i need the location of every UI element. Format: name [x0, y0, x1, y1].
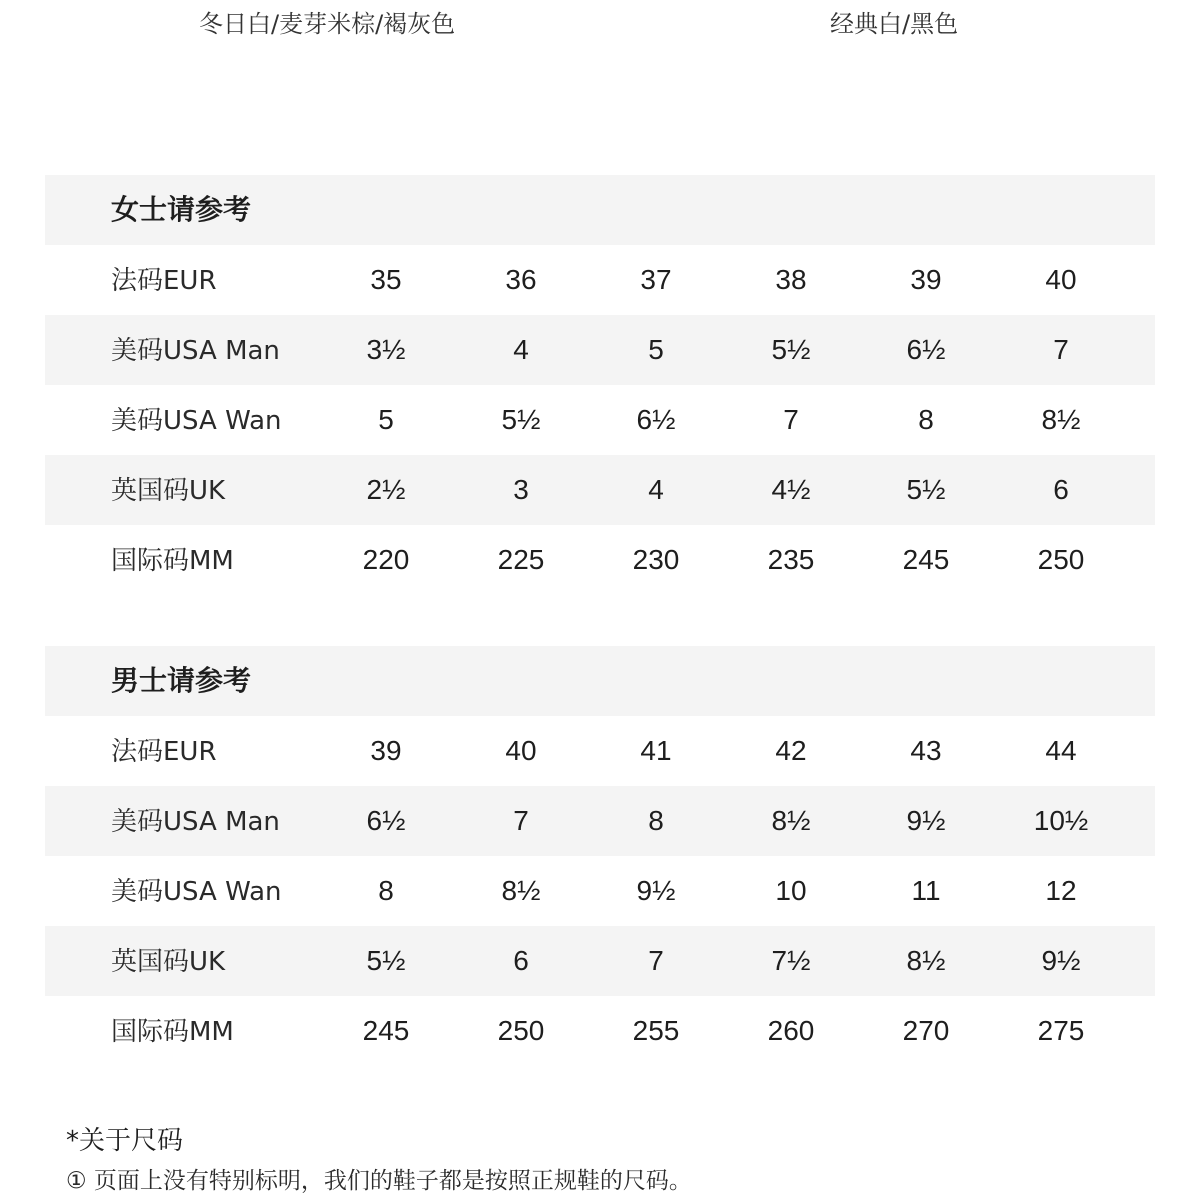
- size-cell: 3: [513, 474, 529, 505]
- row-label: 美码USA Wan: [111, 406, 282, 436]
- size-cell: 245: [902, 544, 950, 575]
- size-cell: 7: [648, 945, 664, 976]
- size-cell: 8: [918, 404, 934, 435]
- table-row: [45, 856, 1155, 926]
- size-cell: 5½: [366, 945, 406, 976]
- size-cell: 36: [505, 264, 537, 295]
- size-cell: 10: [775, 875, 807, 906]
- size-cell: 40: [1045, 264, 1077, 295]
- men-size-table: [45, 646, 1155, 1066]
- table-header-row: [45, 175, 1155, 245]
- row-label: 英国码UK: [111, 947, 226, 977]
- size-cell: 35: [370, 264, 402, 295]
- size-cell: 10½: [1033, 805, 1089, 836]
- size-cell: 11: [911, 875, 941, 906]
- table-row: [45, 385, 1155, 455]
- row-label: 法码EUR: [111, 737, 217, 767]
- size-cell: 250: [497, 1015, 545, 1046]
- notes-title: *关于尺码: [66, 1126, 184, 1156]
- size-cell: 275: [1037, 1015, 1085, 1046]
- size-cell: 12: [1045, 875, 1077, 906]
- row-label: 英国码UK: [111, 476, 226, 506]
- size-cell: 8½: [906, 945, 946, 976]
- row-label: 法码EUR: [111, 266, 217, 296]
- row-label: 美码USA Man: [111, 336, 280, 366]
- size-cell: 4: [648, 474, 664, 505]
- size-cell: 6½: [636, 404, 676, 435]
- size-cell: 5: [378, 404, 394, 435]
- size-cell: 38: [775, 264, 807, 295]
- table-row: [45, 716, 1155, 786]
- color-option-left: 冬日白/麦芽米棕/褐灰色: [199, 10, 456, 38]
- size-cell: 6: [1053, 474, 1069, 505]
- size-cell: 5½: [771, 334, 811, 365]
- color-option-right: 经典白/黑色: [830, 10, 959, 38]
- size-cell: 4½: [771, 474, 811, 505]
- size-cell: 6: [513, 945, 529, 976]
- size-cell: 7: [1053, 334, 1069, 365]
- size-cell: 2½: [366, 474, 406, 505]
- size-cell: 8: [648, 805, 664, 836]
- row-label: 美码USA Wan: [111, 877, 282, 907]
- size-cell: 39: [370, 735, 402, 766]
- women-size-table: [45, 175, 1155, 595]
- size-cell: 270: [902, 1015, 950, 1046]
- women-table-title: 女士请参考: [111, 193, 252, 226]
- size-cell: 235: [767, 544, 815, 575]
- size-cell: 7½: [771, 945, 811, 976]
- size-cell: 8: [378, 875, 394, 906]
- size-cell: 6½: [366, 805, 406, 836]
- row-label: 国际码MM: [111, 1017, 234, 1047]
- table-row: [45, 245, 1155, 315]
- table-row: [45, 996, 1155, 1066]
- table-row: [45, 455, 1155, 525]
- size-cell: 250: [1037, 544, 1085, 575]
- row-label: 国际码MM: [111, 546, 234, 576]
- size-cell: 8½: [771, 805, 811, 836]
- size-cell: 41: [640, 735, 672, 766]
- size-cell: 7: [783, 404, 799, 435]
- size-cell: 44: [1045, 735, 1077, 766]
- table-row: [45, 786, 1155, 856]
- row-label: 美码USA Man: [111, 807, 280, 837]
- size-cell: 39: [910, 264, 942, 295]
- size-notes: [66, 1122, 1166, 1202]
- notes-item: ① 页面上没有特别标明，我们的鞋子都是按照正规鞋的尺码。: [66, 1168, 692, 1194]
- table-row: [45, 525, 1155, 595]
- table-row: [45, 315, 1155, 385]
- table-header-row: [45, 646, 1155, 716]
- size-cell: 4: [513, 334, 529, 365]
- size-cell: 260: [767, 1015, 815, 1046]
- size-cell: 7: [513, 805, 529, 836]
- table-row: [45, 926, 1155, 996]
- size-cell: 8½: [501, 875, 541, 906]
- size-cell: 8½: [1041, 404, 1081, 435]
- size-cell: 9½: [1041, 945, 1081, 976]
- size-cell: 37: [640, 264, 672, 295]
- size-cell: 9½: [636, 875, 676, 906]
- size-cell: 40: [505, 735, 537, 766]
- size-cell: 245: [362, 1015, 410, 1046]
- size-cell: 9½: [906, 805, 946, 836]
- size-cell: 255: [632, 1015, 680, 1046]
- size-cell: 5½: [906, 474, 946, 505]
- size-cell: 42: [775, 735, 807, 766]
- size-cell: 43: [910, 735, 942, 766]
- size-cell: 225: [497, 544, 545, 575]
- size-cell: 5: [648, 334, 664, 365]
- men-table-title: 男士请参考: [111, 664, 252, 697]
- size-cell: 5½: [501, 404, 541, 435]
- size-cell: 220: [362, 544, 410, 575]
- size-cell: 230: [632, 544, 680, 575]
- size-cell: 3½: [366, 334, 406, 365]
- size-cell: 6½: [906, 334, 946, 365]
